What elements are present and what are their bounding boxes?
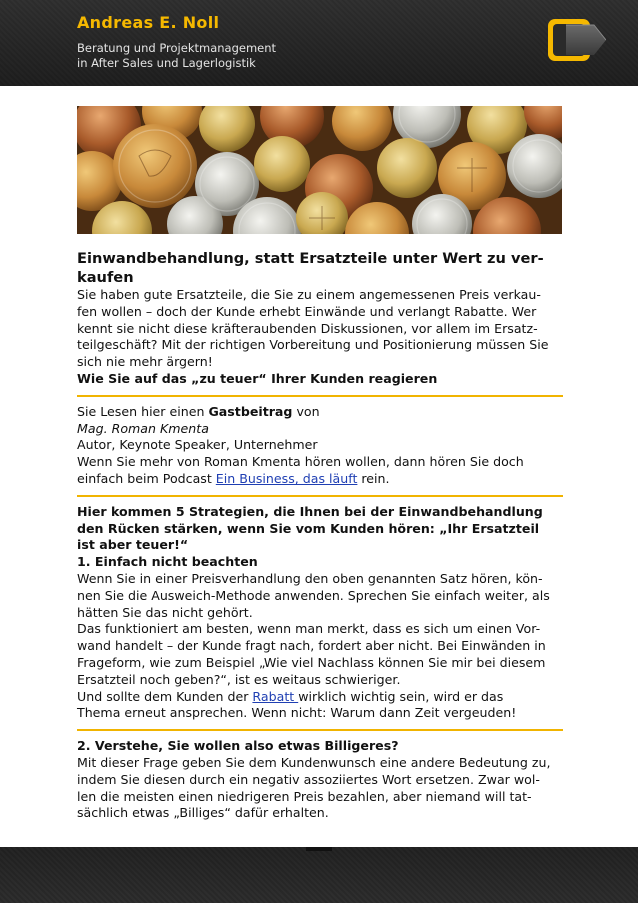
section-divider — [77, 495, 563, 497]
strategy-2-paragraph-1 — [77, 755, 563, 822]
page-footer — [0, 847, 638, 903]
guest-suffix: von — [292, 403, 320, 419]
paragraph-line: Ersatzteil noch geben?“, ist es weitaus schwieriger. — [77, 671, 401, 687]
brand-tagline — [77, 41, 276, 71]
intro-subheading: Wie Sie auf das „zu teuer“ Ihrer Kunden reagieren — [77, 370, 438, 386]
podcast-note — [77, 454, 563, 488]
guest-bold: Gastbeitrag — [208, 403, 293, 419]
author-role: Autor, Keynote Speaker, Unternehmer — [77, 437, 318, 453]
paragraph-prefix: Und sollte dem Kunden der — [77, 688, 253, 704]
coins-photo — [77, 106, 562, 234]
footer-tab — [306, 847, 332, 851]
paragraph-line: Frageform, wie zum Beispiel „Wie viel Nachlass können Sie mir bei diesem — [77, 654, 546, 670]
article-title — [77, 249, 563, 287]
strategy-1-paragraph-3 — [77, 689, 563, 723]
strategy-1-title: 1. Einfach nicht beachten — [77, 554, 258, 570]
author-name: Mag. Roman Kmenta — [77, 420, 209, 436]
strategy-2-title: 2. Verstehe, Sie wollen also etwas Billigeres? — [77, 738, 399, 754]
podcast-prefix: einfach beim Podcast — [77, 470, 216, 486]
article-title-line-1: Einwandbehandlung, statt Ersatzteile unter Wert zu ver- — [77, 250, 544, 267]
podcast-suffix: rein. — [357, 470, 390, 486]
paragraph-line: hätten Sie das nicht gehört. — [77, 604, 253, 620]
paragraph-line: indem Sie diesen durch ein negativ assoziiertes Wort ersetzen. Zwar wol- — [77, 771, 540, 787]
strategies-heading — [77, 504, 563, 554]
intro-line: kennt sie nicht diese kräfteraubenden Diskussionen, vor allem im Ersatz- — [77, 320, 538, 336]
intro-paragraph — [77, 287, 563, 371]
brand-name: Andreas E. Noll — [77, 13, 220, 32]
rabatt-link[interactable]: Rabatt — [252, 688, 299, 704]
article — [77, 249, 563, 822]
guest-prefix: Sie Lesen hier einen — [77, 403, 209, 419]
strategies-heading-line: Hier kommen 5 Strategien, die Ihnen bei der Einwandbehandlung — [77, 503, 543, 519]
paragraph-line: nen Sie die Ausweich-Methode anwenden. Sprechen Sie einfach weiter, als — [77, 587, 550, 603]
paragraph-line: Mit dieser Frage geben Sie dem Kundenwunsch eine andere Bedeutung zu, — [77, 754, 551, 770]
page-header — [0, 0, 638, 86]
podcast-line-1: Wenn Sie mehr von Roman Kmenta hören wollen, dann hören Sie doch — [77, 454, 524, 470]
intro-line: fen wollen – doch der Kunde erhebt Einwände und verlangt Rabatte. Wer — [77, 303, 537, 319]
strategy-1-paragraph-2 — [77, 621, 563, 688]
section-divider — [77, 395, 563, 397]
paragraph-line: len die meisten einen niedrigeren Preis bezahlen, aber niemand will tat- — [77, 788, 532, 804]
paragraph-line: Das funktioniert am besten, wenn man merkt, dass es sich um einen Vor- — [77, 621, 541, 637]
paragraph-line: sächlich etwas „Billiges“ dafür erhalten. — [77, 805, 329, 821]
paragraph-line: wand handelt – der Kunde fragt nach, fordert aber nicht. Bei Einwänden in — [77, 638, 546, 654]
strategies-heading-line: ist aber teuer!“ — [77, 537, 189, 553]
guest-post-note — [77, 404, 563, 421]
podcast-link[interactable]: Ein Business, das läuft — [215, 470, 358, 486]
paragraph-line: Thema erneut ansprechen. Wenn nicht: Warum dann Zeit vergeuden! — [77, 705, 517, 721]
strategies-heading-line: den Rücken stärken, wenn Sie vom Kunden hören: „Ihr Ersatzteil — [77, 520, 540, 536]
paragraph-suffix: wirklich wichtig sein, wird er das — [298, 688, 504, 704]
intro-line: Sie haben gute Ersatzteile, die Sie zu einem angemessenen Preis verkau- — [77, 287, 541, 302]
brand-tagline-line-1: Beratung und Projektmanagement — [77, 41, 277, 55]
article-title-line-2: kaufen — [77, 269, 134, 286]
intro-line: sich nie mehr ärgern! — [77, 354, 213, 370]
strategy-1-paragraph-1 — [77, 571, 563, 621]
intro-line: teilgeschäft? Mit der richtigen Vorbereitung und Positionierung müssen Sie — [77, 337, 549, 353]
paragraph-line: Wenn Sie in einer Preisverhandlung den oben genannten Satz hören, kön- — [77, 570, 543, 586]
section-divider — [77, 729, 563, 731]
brand-tagline-line-2: in After Sales und Lagerlogistik — [77, 56, 256, 70]
chevron-right-badge-icon — [546, 17, 606, 63]
